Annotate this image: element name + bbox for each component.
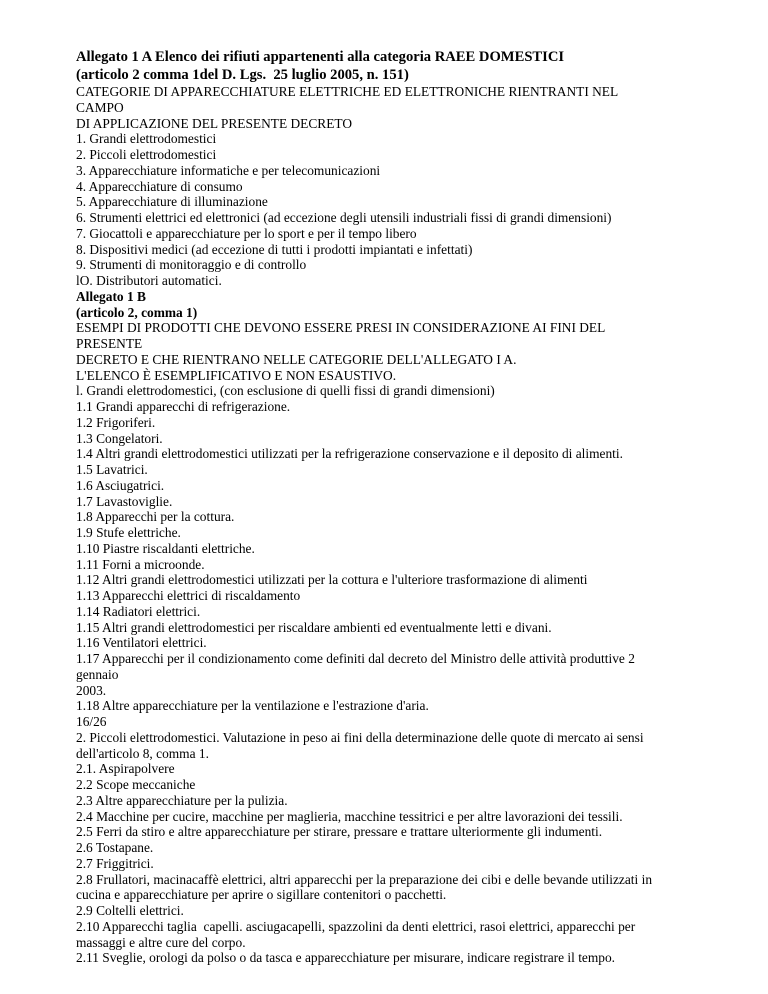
product-list-line: 1.6 Asciugatrici. <box>76 477 165 493</box>
product-list-line: 2.4 Macchine per cucire, macchine per maglieria, macchine tessitrici e per altre lavorazioni dei tessili. <box>76 808 623 824</box>
annex-1b-reference: (articolo 2, comma 1) <box>76 304 198 320</box>
product-list-line: 2.10 Apparecchi taglia capelli. asciugacapelli, spazzolini da denti elettrici, rasoi elettrici, apparecchi per <box>76 918 636 934</box>
product-list-line: 2.2 Scope meccaniche <box>76 777 196 792</box>
product-list-line: 1.3 Congelatori. <box>76 430 163 446</box>
product-list-line: 1.17 Apparecchi per il condizionamento come definiti dal decreto del Ministro delle attività produttive 2 <box>76 651 635 666</box>
annex-1a-header <box>76 49 686 84</box>
annex-1a-title: Allegato 1 A Elenco dei rifiuti appartenenti alla categoria RAEE DOMESTICI <box>76 49 565 65</box>
product-list-line: 2003. <box>76 682 107 698</box>
product-list-line: 2.7 Friggitrici. <box>76 855 154 871</box>
product-list-line: 1.12 Altri grandi elettrodomestici utilizzati per la cottura e l'ulteriore trasformazione di alimenti <box>76 572 588 588</box>
product-list-line: 2.11 Sveglie, orologi da polso o da tasca e apparecchiature per misurare, indicare registrare il tempo. <box>76 950 616 966</box>
annex-1b-title: Allegato 1 B <box>76 288 146 304</box>
product-list-line: l. Grandi elettrodomestici, (con esclusione di quelli fissi di grandi dimensioni) <box>76 383 495 399</box>
product-list-line: 1.16 Ventilatori elettrici. <box>76 635 207 651</box>
product-list-line: 2.3 Altre apparecchiature per la pulizia. <box>76 792 288 808</box>
product-list-line: 2.6 Tostapane. <box>76 840 154 855</box>
product-list-line: 1.5 Lavatrici. <box>76 462 148 477</box>
product-list-line: 1.14 Radiatori elettrici. <box>76 603 201 619</box>
category-list-item: 1. Grandi elettrodomestici <box>76 131 217 147</box>
category-list-item: lO. Distributori automatici. <box>76 273 222 288</box>
product-list-line: 1.10 Piastre riscaldanti elettriche. <box>76 540 255 556</box>
product-list-line: 1.7 Lavastoviglie. <box>76 493 173 509</box>
annex-1b-heading-line: PRESENTE <box>76 336 143 351</box>
annex-1b-heading-line: ESEMPI DI PRODOTTI CHE DEVONO ESSERE PRESI IN CONSIDERAZIONE AI FINI DEL <box>76 320 606 336</box>
product-list-line: 1.9 Stufe elettriche. <box>76 525 181 540</box>
product-list-line: massaggi e altre cure del corpo. <box>76 934 246 950</box>
product-list-line: dell'articolo 8, comma 1. <box>76 745 209 761</box>
product-list-line: 2.1. Aspirapolvere <box>76 761 175 777</box>
product-list-line: 1.4 Altri grandi elettrodomestici utilizzati per la refrigerazione conservazione e il deposito di alimenti. <box>76 446 623 462</box>
annex-1a-heading-line: DI APPLICAZIONE DEL PRESENTE DECRETO <box>76 115 352 131</box>
category-list-item: 4. Apparecchiature di consumo <box>76 178 243 194</box>
product-list-line: gennaio <box>76 666 119 682</box>
product-list-line: 1.2 Frigoriferi. <box>76 414 156 430</box>
category-list-item: 9. Strumenti di monitoraggio e di controllo <box>76 257 307 273</box>
product-list-line: 2. Piccoli elettrodomestici. Valutazione in peso ai fini della determinazione delle quote di mercato ai sensi <box>76 729 644 745</box>
annex-1a-section <box>76 84 686 289</box>
product-list-line: 1.18 Altre apparecchiature per la ventilazione e l'estrazione d'aria. <box>76 698 429 714</box>
annex-1a-heading-line: CATEGORIE DI APPARECCHIATURE ELETTRICHE ED ELETTRONICHE RIENTRANTI NEL <box>76 84 619 99</box>
product-list-line: 1.8 Apparecchi per la cottura. <box>76 509 235 525</box>
annex-1a-heading-line: CAMPO <box>76 99 124 115</box>
document-page <box>76 49 686 966</box>
category-list-item: 5. Apparecchiature di illuminazione <box>76 194 268 210</box>
product-list-line: 1.15 Altri grandi elettrodomestici per riscaldare ambienti ed eventualmente letti e divani. <box>76 619 552 635</box>
product-list-line: 1.13 Apparecchi elettrici di riscaldamento <box>76 588 301 603</box>
annex-1a-reference: (articolo 2 comma 1del D. Lgs. 25 luglio 2005, n. 151) <box>76 66 409 83</box>
page-number: 16/26 <box>76 714 107 729</box>
annex-1b-heading-line: DECRETO E CHE RIENTRANO NELLE CATEGORIE DELL'ALLEGATO I A. <box>76 351 517 367</box>
category-list-item: 6. Strumenti elettrici ed elettronici (ad eccezione degli utensili industriali fissi di grandi dimensioni) <box>76 210 612 225</box>
category-list-item: 3. Apparecchiature informatiche e per telecomunicazioni <box>76 162 381 178</box>
category-list-item: 8. Dispositivi medici (ad eccezione di tutti i prodotti impiantati e infettati) <box>76 241 473 257</box>
product-list-line: cucina e apparecchiature per aprire o sigillare contenitori o pacchetti. <box>76 887 447 903</box>
product-list-line: 2.8 Frullatori, macinacaffè elettrici, altri apparecchi per la preparazione dei cibi e delle bevande utilizzati in <box>76 871 653 887</box>
product-list-line: 2.9 Coltelli elettrici. <box>76 903 184 918</box>
category-list-item: 7. Giocattoli e apparecchiature per lo sport e per il tempo libero <box>76 225 417 241</box>
product-list-line: 1.1 Grandi apparecchi di refrigerazione. <box>76 399 291 414</box>
category-list-item: 2. Piccoli elettrodomestici <box>76 147 217 162</box>
product-list-line: 2.5 Ferri da stiro e altre apparecchiature per stirare, pressare e trattare ulteriormente gli indumenti. <box>76 824 603 840</box>
annex-1b-heading-line: L'ELENCO È ESEMPLIFICATIVO E NON ESAUSTIVO. <box>76 367 397 383</box>
annex-1b-section <box>76 289 686 966</box>
product-list-line: 1.11 Forni a microonde. <box>76 556 205 572</box>
